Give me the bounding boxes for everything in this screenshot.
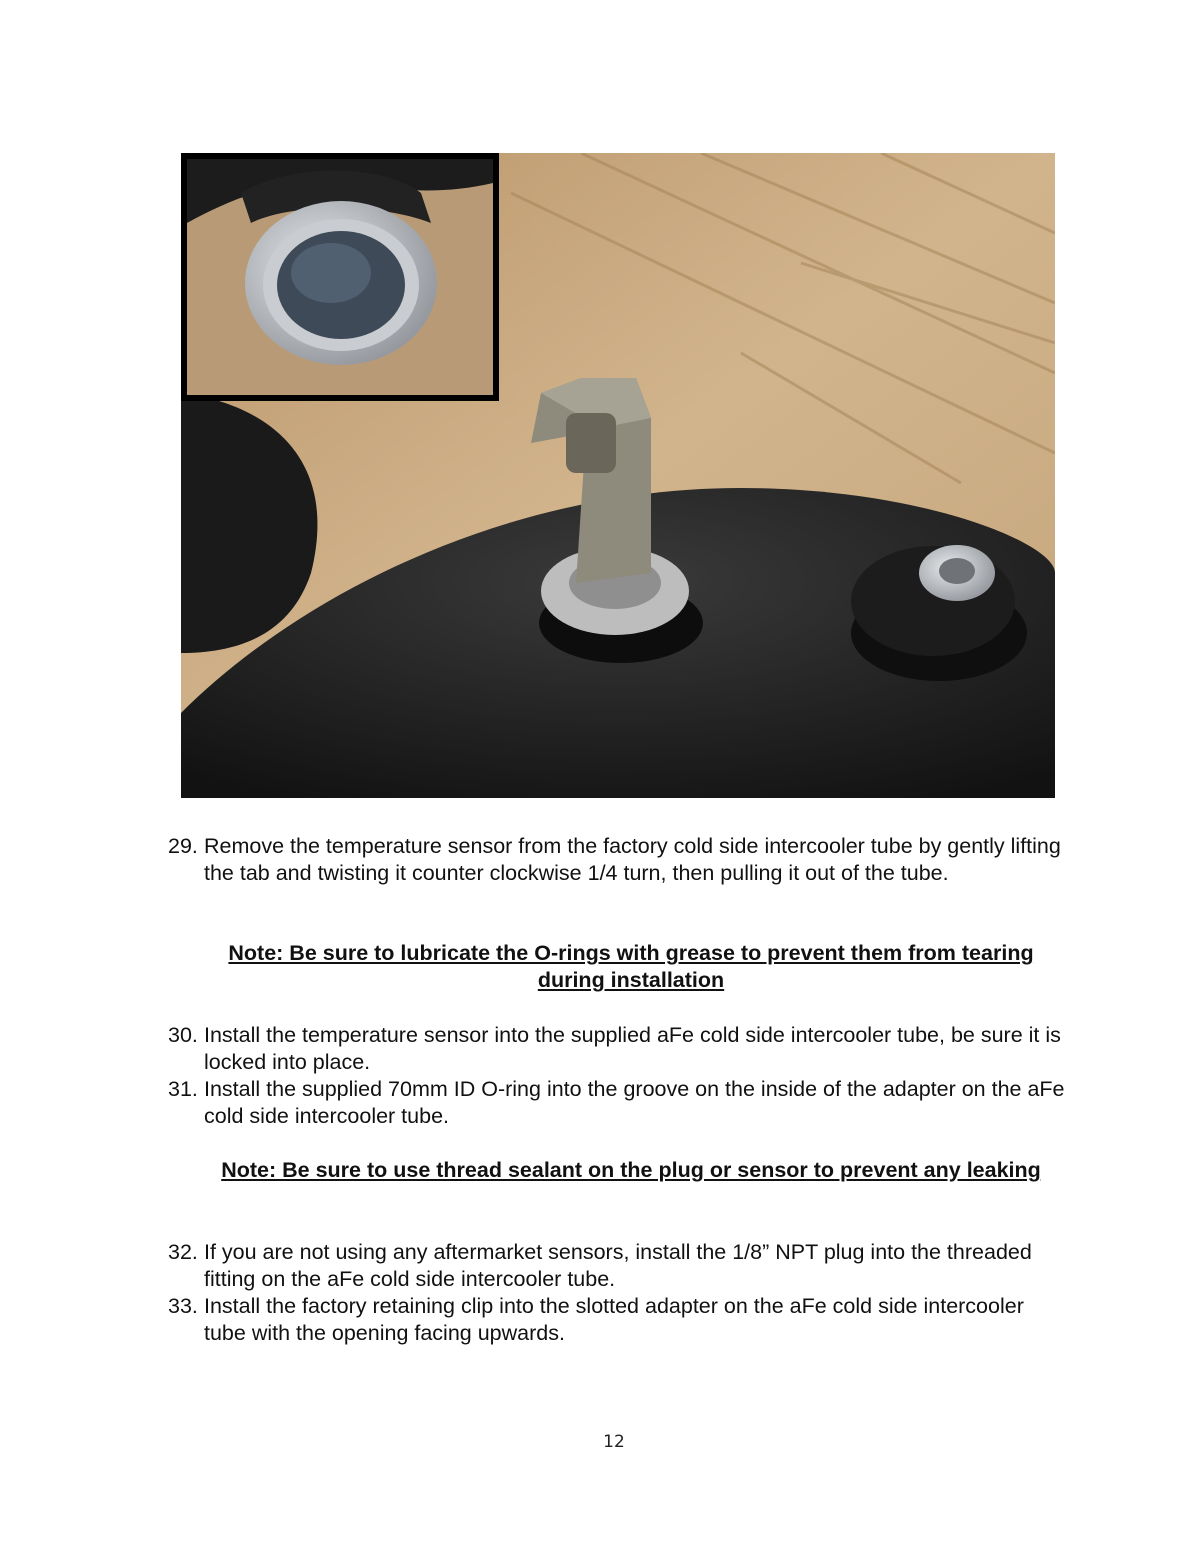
sealant-note: Note: Be sure to use thread sealant on the plug or sensor to prevent any leaking: [221, 1158, 1041, 1182]
step-number: 32.: [168, 1240, 198, 1264]
instruction-step: [168, 833, 1068, 887]
step-number: 30.: [168, 1023, 198, 1047]
step-text: Install the factory retaining clip into the slotted adapter on the aFe cold side intercooler tube with the opening facing upwards.: [204, 1294, 1024, 1345]
step-number: 33.: [168, 1294, 198, 1318]
instruction-step: [168, 1076, 1068, 1130]
instruction-photo: [181, 153, 1055, 798]
step-text: Install the temperature sensor into the supplied aFe cold side intercooler tube, be sure it is locked into place.: [204, 1023, 1061, 1074]
step-number: 31.: [168, 1077, 198, 1101]
step-text: Remove the temperature sensor from the factory cold side intercooler tube by gently lifting the tab and twisting it counter clockwise 1/4 turn, then pulling it out of the tube.: [204, 834, 1061, 885]
instruction-step: [168, 1293, 1068, 1347]
lubrication-note: Note: Be sure to lubricate the O-rings with grease to prevent them from tearing during installation: [228, 941, 1034, 992]
instruction-step: [168, 1239, 1068, 1293]
instruction-step: [168, 1022, 1068, 1076]
page-number: 12: [603, 1432, 625, 1452]
photo-illustration: [181, 153, 1055, 798]
step-text: Install the supplied 70mm ID O-ring into the groove on the inside of the adapter on the aFe cold side intercooler tube.: [204, 1077, 1065, 1128]
step-text: If you are not using any aftermarket sensors, install the 1/8” NPT plug into the threaded fitting on the aFe cold side intercooler tube.: [204, 1240, 1032, 1291]
step-number: 29.: [168, 834, 198, 858]
